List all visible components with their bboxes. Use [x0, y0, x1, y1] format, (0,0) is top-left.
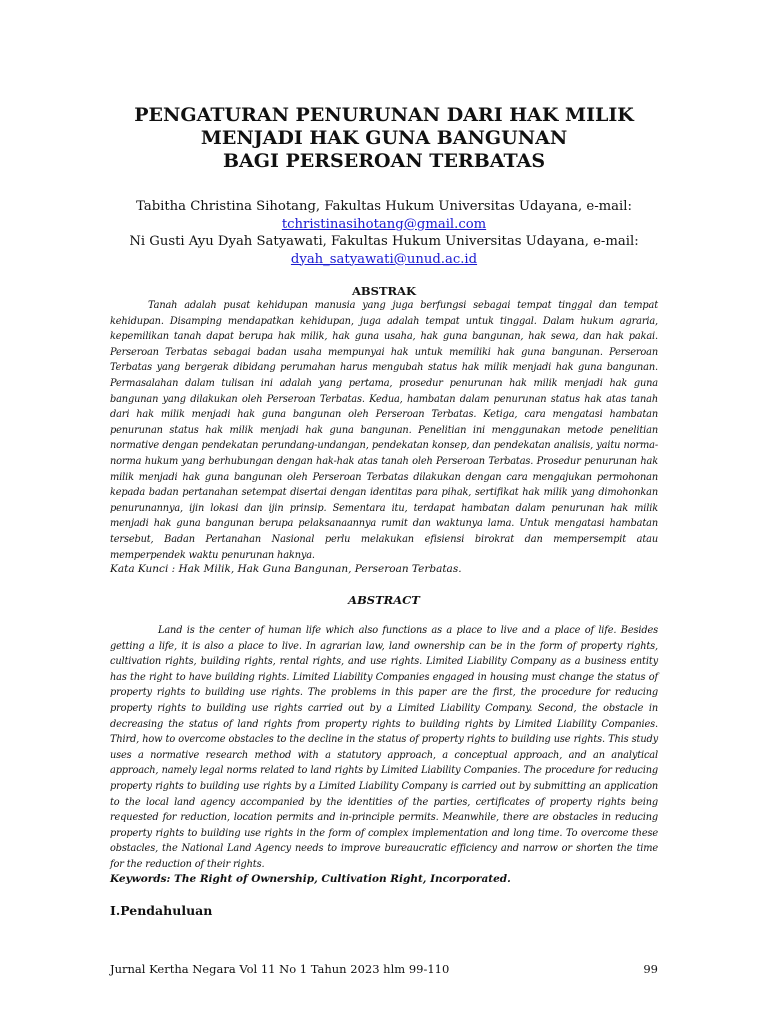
page-footer	[110, 962, 658, 976]
author-1-affiliation: Tabitha Christina Sihotang, Fakultas Hukum Universitas Udayana, e-mail:	[136, 199, 632, 214]
author-2-affiliation: Ni Gusti Ayu Dyah Satyawati, Fakultas Hukum Universitas Udayana, e-mail:	[129, 234, 639, 249]
kata-kunci: Kata Kunci : Hak Milik, Hak Guna Bangunan, Perseroan Terbatas.	[110, 563, 462, 575]
journal-citation: Jurnal Kertha Negara Vol 11 No 1 Tahun 2023 hlm 99-110	[110, 962, 450, 976]
keywords: Keywords: The Right of Ownership, Cultivation Right, Incorporated.	[110, 873, 511, 885]
title-line-1: PENGATURAN PENURUNAN DARI HAK MILIK	[134, 104, 634, 126]
abstract-body: Land is the center of human life which also functions as a place to live and a place of life. Besides getting a life, it is also a place to live. In agrarian law, land ownership can be in the form of property rights, cultivation rights, building rights, rental rights, and use rights. Limited Liability Company as a business entity has the right to have building rights. Limited Liability Companies engaged in housing must change the status of property rights to building use rights. The problems in this paper are the first, the procedure for reducing property rights to building use rights carried out by a Limited Liability Company. Second, the obstacle in decreasing the status of land rights from property rights to building rights by Limited Liability Companies. Third, how to overcome obstacles to the decline in the status of property rights to building use rights. This study uses a normative research method with a statutory approach, a conceptual approach, and an analytical approach, namely legal norms related to land rights by Limited Liability Companies. The procedure for reducing property rights to building use rights by a Limited Liability Company is carried out by submitting an application to the local land agency accompanied by the identities of the parties, certificates of property rights being requested for reduction, location permits and in-principle permits. Meanwhile, there are obstacles in reducing property rights to building use rights in the form of complex implementation and long time. To overcome these obstacles, the National Land Agency needs to improve bureaucratic efficiency and narrow or shorten the time for the reduction of their rights.	[110, 625, 658, 870]
title-line-2: MENJADI HAK GUNA BANGUNAN	[200, 127, 568, 149]
abstract-heading: ABSTRACT	[348, 593, 420, 607]
abstrak-body: Tanah adalah pusat kehidupan manusia yang juga berfungsi sebagai tempat tinggal dan tempat kehidupan. Disamping mendapatkan kehidupan, juga adalah tempat untuk tinggal. Dalam hukum agraria, kepemilikan tanah dapat berupa hak milik, hak guna usaha, hak guna bangunan, hak sewa, dan hak pakai. Perseroan Terbatas sebagai badan usaha mempunyai hak untuk memiliki hak guna bangunan. Perseroan Terbatas yang bergerak dibidang perumahan harus mengubah status hak milik menjadi hak guna bangunan. Permasalahan dalam tulisan ini adalah yang pertama, prosedur penurunan hak milik menjadi hak guna bangunan yang dilakukan oleh Perseroan Terbatas. Kedua, hambatan dalam penurunan status hak atas tanah dari hak milik menjadi hak guna bangunan oleh Perseroan Terbatas. Ketiga, cara mengatasi hambatan penurunan status hak milik menjadi hak guna bangunan. Penelitian ini menggunakan metode penelitian normative dengan pendekatan perundang-undangan, pendekatan konsep, dan pendekatan analisis, yaitu norma-norma hukum yang berhubungan dengan hak-hak atas tanah oleh Perseroan Terbatas. Prosedur penurunan hak milik menjadi hak guna bangunan oleh Perseroan Terbatas dilakukan dengan cara mengajukan permohonan kepada badan pertanahan setempat disertai dengan identitas para pihak, sertifikat hak milik yang dimohonkan penurunannya, ijin lokasi dan ijin prinsip. Sementara itu, terdapat hambatan dalam penurunan hak milik menjadi hak guna bangunan berupa pelaksanaannya rumit dan waktunya lama. Untuk mengatasi hambatan tersebut, Badan Pertanahan Nasional perlu melakukan efisiensi birokrat dan mempersempit atau memperpendek waktu penurunan haknya.	[110, 300, 658, 561]
section-heading: I.Pendahuluan	[110, 903, 213, 918]
author-block	[0, 198, 768, 268]
abstrak-heading: ABSTRAK	[352, 284, 416, 298]
author-2-email-link[interactable]: dyah_satyawati@unud.ac.id	[290, 251, 478, 267]
author-1-email-link[interactable]: tchristinasihotang@gmail.com	[281, 216, 487, 232]
paper-title	[0, 104, 768, 173]
title-line-3: BAGI PERSEROAN TERBATAS	[222, 150, 546, 172]
page-number: 99	[643, 962, 658, 976]
